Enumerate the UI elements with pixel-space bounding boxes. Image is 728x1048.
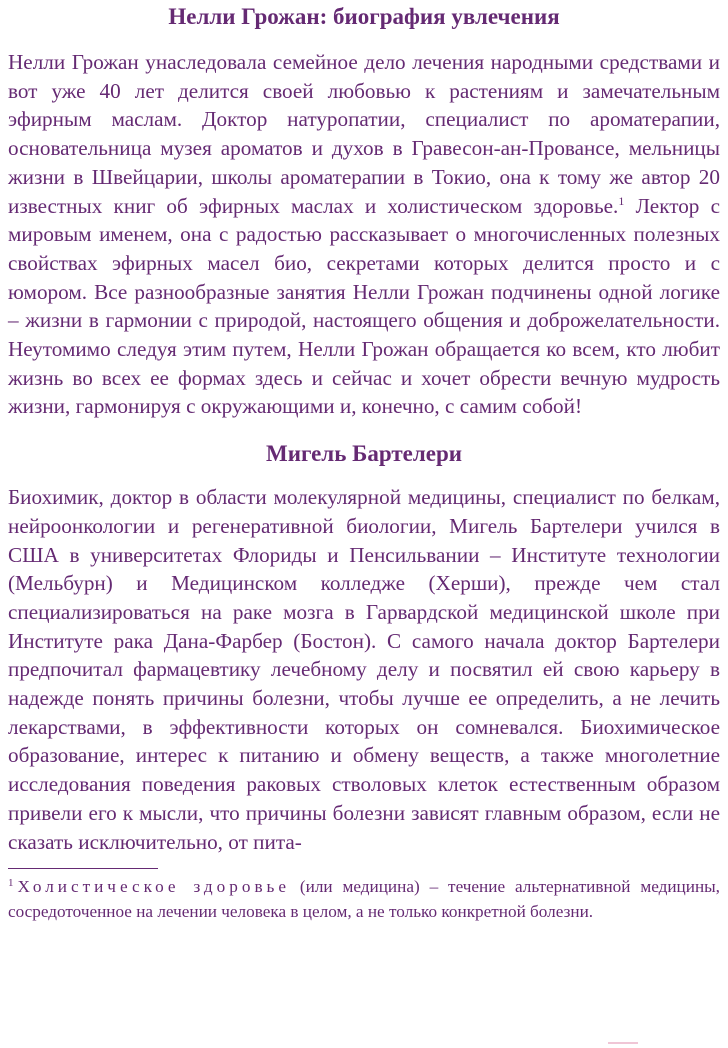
footnote-divider [8,868,158,869]
document-page [8,0,720,924]
biography-paragraph-nelly [8,48,720,421]
page-corner-marker [608,1042,638,1044]
footnote-term: Холистическое здоровье [17,877,291,897]
biography-text-part-1: Нелли Грожан унаследовала семейное дело лечения народными средствами и вот уже 40 лет делится своей любовью к растениям и замечательным эфирным маслам. Доктор натуропатии, специалист по ароматерапии, основательница музея ароматов и духов в Гравесон-ан-Провансе, мельницы жизни в Швейцарии, школы ароматерапии в Токио, она к тому же автор 20 известных книг об эфирных маслах и холистическом здоровье. [8,50,720,218]
footnote-reference[interactable]: 1 [618,193,625,208]
section-title-miguel-barthelery: Мигель Бартелери [266,441,462,467]
biography-paragraph-miguel: Биохимик, доктор в области молекулярной медицины, специалист по белкам, нейроонкологии и регенеративной биологии, Мигель Бартелери учился в США в университетах Флориды и Пенсильвании – Институте технологии (Мельбурн) и Медицинском колледже (Херши), прежде чем стал специализироваться на раке мозга в Гарвардской медицинской школе при Институте рака Дана-Фарбер (Бостон). С самого начала доктор Бартелери предпочитал фармацевтику лечебному делу и посвятил ей свою карьеру в надежде понять причины болезни, чтобы лучше ее определить, а не лечить лекарствами, в эффективности которых он сомневался. Биохимическое образование, интерес к питанию и обмену веществ, а также многолетние исследования поведения раковых стволовых клеток естественным образом привели его к мысли, что причины болезни зависят главным образом, если не сказать исключительно, от пита- [8,485,720,854]
footnote-mark: 1 [8,876,14,889]
footnote [8,875,720,924]
footnote-text: (или медицина) – течение альтернативной медицины, сосредоточенное на лечении человека в целом, а не только конкретной болезни. [8,877,720,921]
section-title-nelly-grosjean: Нелли Грожан: биография увлечения [168,4,560,29]
biography-text-part-2: Лектор с мировым именем, она с радостью рассказывает о многочисленных полезных свойствах эфирных масел био, секретами которых делится просто и с юмором. Все разнообразные занятия Нелли Грожан подчинены одной логике – жизни в гармонии с природой, настоящего общения и доброжелательности. Неутомимо следуя этим путем, Нелли Грожан обращается ко всем, кто любит жизнь во всех ее формах здесь и сейчас и хочет обрести вечную мудрость жизни, гармонируя с окружающими и, конечно, с самим собой! [8,193,720,419]
